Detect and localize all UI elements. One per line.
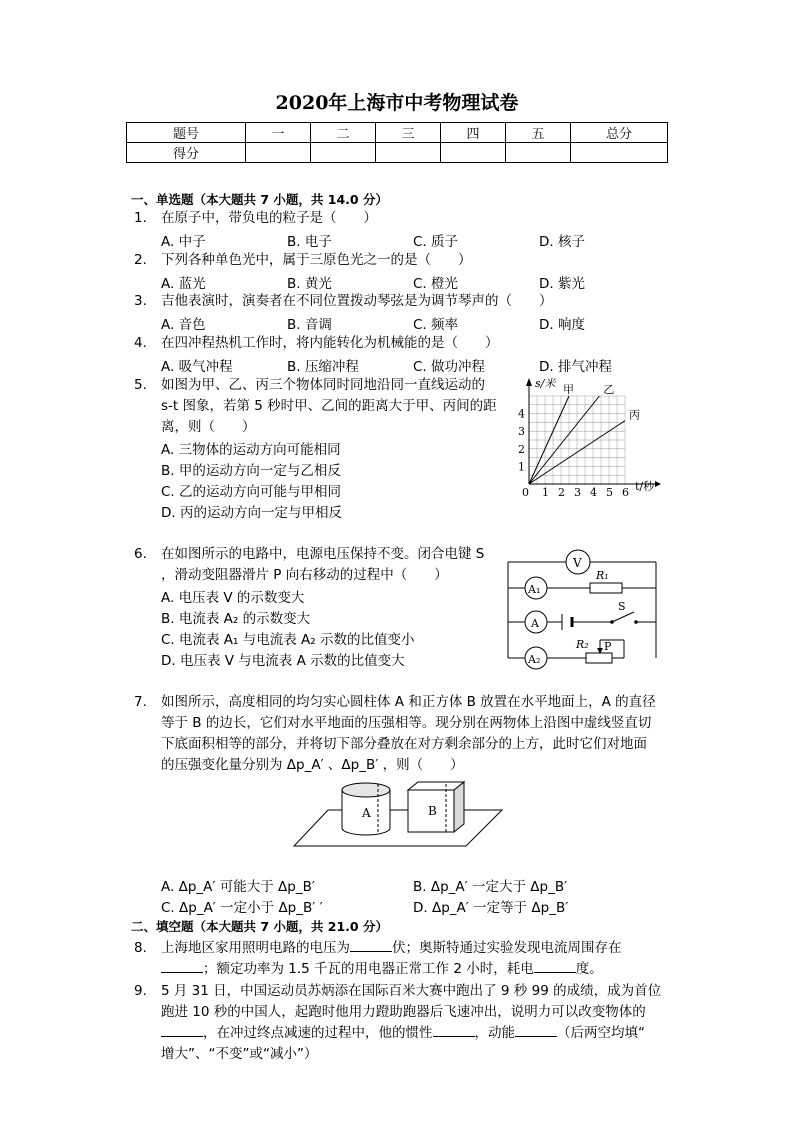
answer-blank[interactable] xyxy=(350,938,392,952)
section-heading: 一、单选题（本大题共 7 小题，共 14.0 分） xyxy=(131,192,388,207)
x-tick-label: 5 xyxy=(606,486,613,496)
option-a: A. 蓝光 xyxy=(161,276,206,292)
question-text: 等于 B 的边长，它们对水平地面的压强相等。现分别在两物体上沿图中虚线竖直切 xyxy=(161,715,652,731)
x-tick-label: 0 xyxy=(522,486,529,496)
switch-icon xyxy=(610,620,614,624)
y-axis-label: s/米 xyxy=(535,377,556,390)
question-number: 6. xyxy=(134,546,147,562)
question-text: 的压强变化量分别为 Δp_A′ 、Δp_B′ ，则（ ） xyxy=(161,757,464,773)
table-cell xyxy=(311,143,376,163)
option-b: B. 音调 xyxy=(287,317,332,333)
option-a: A. 音色 xyxy=(161,317,206,333)
option-b: B. 甲的运动方向一定与乙相反 xyxy=(161,463,341,479)
option-a: A. 三物体的运动方向可能相同 xyxy=(161,442,341,458)
cylinder-cube-figure xyxy=(290,776,506,850)
table-row xyxy=(127,143,668,163)
question-text: 在四冲程热机工作时，将内能转化为机械能的是（ ） xyxy=(161,335,499,351)
question-number: 4. xyxy=(134,335,147,351)
series-label: 丙 xyxy=(629,408,640,422)
option-a: A. 电压表 V 的示数变大 xyxy=(161,590,305,606)
option-d: D. 丙的运动方向一定与甲相反 xyxy=(161,505,342,521)
option-a: A. 中子 xyxy=(161,234,206,250)
text-span: 上海地区家用照明电路的电压为 xyxy=(161,940,350,956)
y-axis-arrow xyxy=(526,378,532,386)
option-d: D. Δp_A′ 一定等于 Δp_B′ xyxy=(413,900,569,916)
option-b: B. 黄光 xyxy=(287,276,332,292)
text-span: ，在冲过终点减速的过程中，他的惯性 xyxy=(203,1025,433,1041)
cylinder-label: A xyxy=(362,806,371,820)
question-text: 在原子中，带负电的粒子是（ ） xyxy=(161,210,377,226)
option-c: C. 频率 xyxy=(413,317,459,333)
question-text xyxy=(161,959,603,979)
option-d: D. 排气冲程 xyxy=(539,359,612,375)
x-tick-label: 4 xyxy=(590,486,597,496)
rheostat-r2-label: R₂ xyxy=(576,638,589,651)
question-text: 增大”、“不变”或“减小”） xyxy=(161,1046,318,1062)
question-number: 7. xyxy=(134,694,147,710)
score-table xyxy=(126,122,668,163)
ammeter-a2-label: A₂ xyxy=(528,653,541,666)
option-c: C. 质子 xyxy=(413,234,459,250)
ammeter-a-label: A xyxy=(531,617,539,630)
question-text: 跑进 10 秒的中国人，起跑时他用力蹬助跑器后飞速冲出，说明力可以改变物体的 xyxy=(161,1004,646,1020)
table-cell xyxy=(246,143,311,163)
table-cell: 二 xyxy=(311,123,376,143)
question-text xyxy=(161,938,622,958)
table-cell: 一 xyxy=(246,123,311,143)
option-c: C. 乙的运动方向可能与甲相同 xyxy=(161,484,342,500)
text-span: 伏；奥斯特通过实验发现电流周围存在 xyxy=(392,940,622,956)
question-text: ，滑动变阻器滑片 P 向右移动的过程中（ ） xyxy=(161,567,448,583)
answer-blank[interactable] xyxy=(161,1023,203,1037)
question-number: 2. xyxy=(134,252,147,268)
answer-blank[interactable] xyxy=(433,1023,475,1037)
table-cell xyxy=(441,143,506,163)
option-d: D. 响度 xyxy=(539,317,585,333)
resistor-r1-icon xyxy=(590,583,622,593)
question-text: 离，则（ ） xyxy=(161,419,256,435)
x-axis-label: t/秒 xyxy=(635,480,655,493)
st-graph xyxy=(505,374,665,496)
y-tick-label: 4 xyxy=(518,407,525,421)
table-cell xyxy=(506,143,571,163)
x-tick-label: 1 xyxy=(542,486,549,496)
option-a: A. 吸气冲程 xyxy=(161,359,233,375)
option-d: D. 核子 xyxy=(539,234,585,250)
rheostat-r2-icon xyxy=(586,653,612,663)
table-cell: 四 xyxy=(441,123,506,143)
resistor-r1-label: R₁ xyxy=(596,569,609,582)
option-c: C. 电流表 A₁ 与电流表 A₂ 示数的比值变小 xyxy=(161,632,415,648)
option-c: C. Δp_A′ 一定小于 Δp_B′ ′ xyxy=(161,900,323,916)
question-text: 下底面积相等的部分，并将切下部分叠放在对方剩余部分的上方，此时它们对地面 xyxy=(161,736,647,752)
text-span: ，动能 xyxy=(474,1025,515,1041)
slider-p-label: P xyxy=(604,640,612,653)
text-span: 度。 xyxy=(575,961,603,977)
option-d: D. 紫光 xyxy=(539,276,585,292)
y-tick-label: 3 xyxy=(518,425,525,439)
series-label: 乙 xyxy=(603,383,615,396)
table-cell: 总分 xyxy=(571,123,668,143)
question-text: 吉他表演时，演奏者在不同位置拨动琴弦是为调节琴声的（ ） xyxy=(161,293,553,309)
option-a: A. Δp_A′ 可能大于 Δp_B′ xyxy=(161,879,315,895)
option-b: B. 电流表 A₂ 的示数变大 xyxy=(161,611,311,627)
answer-blank[interactable] xyxy=(161,959,203,973)
option-b: B. 压缩冲程 xyxy=(287,359,359,375)
table-cell: 题号 xyxy=(127,123,246,143)
x-tick-label: 2 xyxy=(558,486,565,496)
voltmeter-label: V xyxy=(573,556,582,570)
question-number: 3. xyxy=(134,293,147,309)
question-text: 下列各种单色光中，属于三原色光之一的是（ ） xyxy=(161,252,472,268)
text-span: （后两空均填“ xyxy=(557,1025,645,1041)
table-cell: 得分 xyxy=(127,143,246,163)
answer-blank[interactable] xyxy=(534,959,576,973)
x-axis-arrow xyxy=(655,481,661,487)
series-label: 甲 xyxy=(563,383,574,396)
question-text: 5 月 31 日，中国运动员苏炳添在国际百米大赛中跑出了 9 秒 99 的成绩，成为首位 xyxy=(161,983,662,999)
question-number: 1. xyxy=(134,210,147,226)
option-b: B. 电子 xyxy=(287,234,332,250)
table-row xyxy=(127,123,668,143)
table-cell xyxy=(376,143,441,163)
table-cell: 五 xyxy=(506,123,571,143)
table-cell xyxy=(571,143,668,163)
section-heading: 二、填空题（本大题共 7 小题，共 21.0 分） xyxy=(131,919,388,934)
table-cell: 三 xyxy=(376,123,441,143)
question-text: 如图为甲、乙、丙三个物体同时同地沿同一直线运动的 xyxy=(161,377,485,393)
question-number: 5. xyxy=(134,377,147,393)
text-span: ；额定功率为 1.5 千瓦的用电器正常工作 2 小时，耗电 xyxy=(203,961,534,977)
cylinder-top xyxy=(342,783,390,797)
page-title: 2020年上海市中考物理试卷 xyxy=(275,92,519,114)
ground-plane xyxy=(294,810,502,846)
question-text xyxy=(161,1023,645,1043)
question-text: s-t 图象，若第 5 秒时甲、乙间的距离大于甲、丙间的距 xyxy=(161,398,497,414)
ammeter-a1-label: A₁ xyxy=(528,583,541,596)
cube-side xyxy=(454,782,464,832)
circuit-diagram xyxy=(500,544,662,670)
y-tick-label: 1 xyxy=(518,460,525,474)
question-number: 9. xyxy=(134,983,147,999)
question-text: 如图所示，高度相同的均匀实心圆柱体 A 和正方体 B 放置在水平地面上，A 的直径 xyxy=(161,694,656,710)
question-text: 在如图所示的电路中，电源电压保持不变。闭合电键 S xyxy=(161,546,485,562)
option-b: B. Δp_A′ 一定大于 Δp_B′ xyxy=(413,879,568,895)
question-number: 8. xyxy=(134,940,147,956)
cube-label: B xyxy=(428,804,437,818)
option-c: C. 橙光 xyxy=(413,276,459,292)
answer-blank[interactable] xyxy=(515,1023,557,1037)
option-d: D. 电压表 V 与电流表 A 示数的比值变大 xyxy=(161,653,405,669)
x-tick-label: 6 xyxy=(622,486,629,496)
option-c: C. 做功冲程 xyxy=(413,359,486,375)
y-tick-label: 2 xyxy=(518,442,525,456)
switch-label: S xyxy=(618,600,626,613)
switch-icon xyxy=(634,620,638,624)
x-tick-label: 3 xyxy=(574,486,581,496)
